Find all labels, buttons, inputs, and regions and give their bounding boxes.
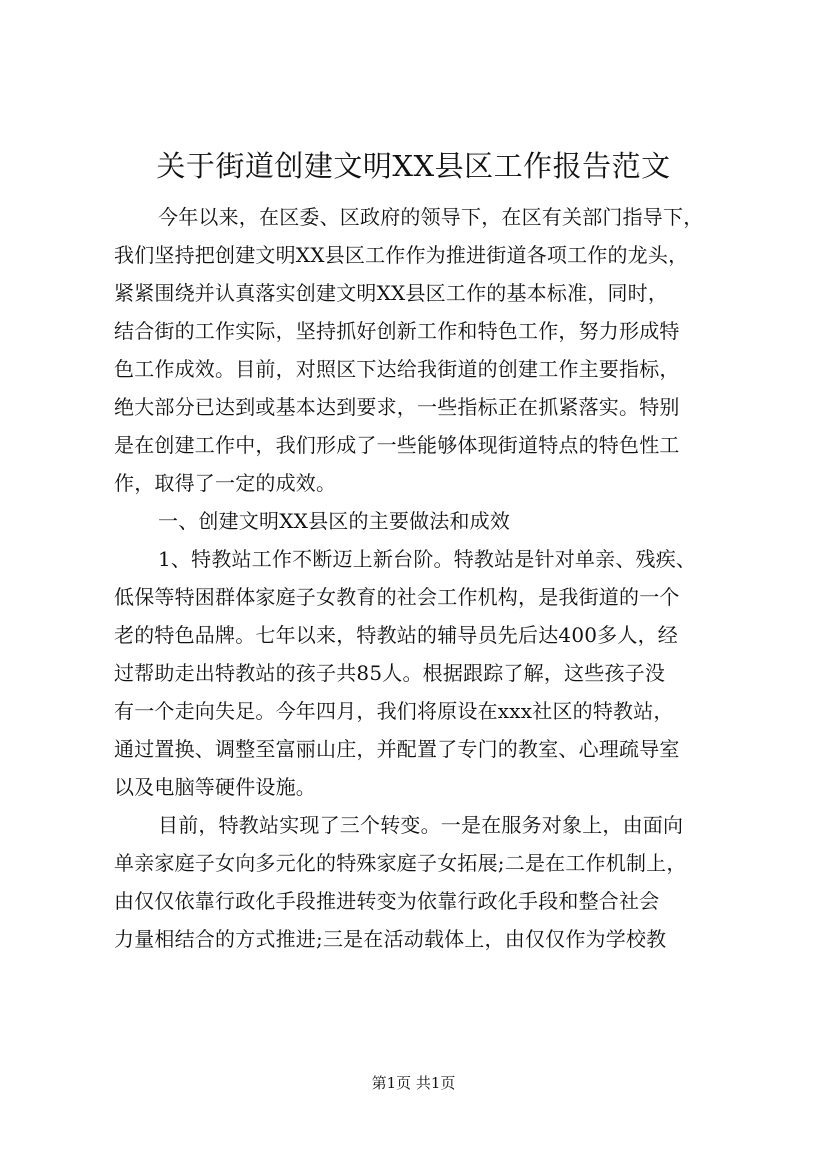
document-title: 关于街道创建文明XX县区工作报告范文: [156, 149, 671, 183]
paragraph-line: 力量相结合的方式推进;三是在活动载体上，由仅仅作为学校教: [114, 927, 667, 951]
paragraph-line: 是在创建工作中，我们形成了一些能够体现街道特点的特色性工: [114, 433, 680, 457]
document-body: [114, 198, 714, 958]
page-footer: 第1页 共1页: [371, 1074, 456, 1092]
paragraph-line: 低保等特困群体家庭子女教育的社会工作机构，是我街道的一个: [114, 585, 680, 609]
paragraph-line: 由仅仅依靠行政化手段推进转变为依靠行政化手段和整合社会: [114, 889, 660, 913]
paragraph-line: 作，取得了一定的成效。: [114, 471, 337, 495]
paragraph-line: 我们坚持把创建文明XX县区工作作为推进街道各项工作的龙头，: [114, 243, 689, 267]
paragraph-line: 1、特教站工作不断迈上新台阶。特教站是针对单亲、残疾、: [158, 547, 697, 571]
paragraph-line: 结合街的工作实际，坚持抓好创新工作和特色工作，努力形成特: [114, 319, 680, 343]
paragraph-line: 绝大部分已达到或基本达到要求，一些指标正在抓紧落实。特别: [114, 395, 680, 419]
paragraph-line: 目前，特教站实现了三个转变。一是在服务对象上，由面向: [158, 813, 684, 837]
paragraph-line: 以及电脑等硬件设施。: [114, 775, 316, 799]
paragraph-line: 色工作成效。目前，对照区下达给我街道的创建工作主要指标，: [114, 357, 680, 381]
paragraph-line: 今年以来，在区委、区政府的领导下，在区有关部门指导下，: [158, 205, 704, 229]
paragraph-line: 紧紧围绕并认真落实创建文明XX县区工作的基本标准，同时，: [114, 281, 669, 305]
paragraph-line: 老的特色品牌。七年以来，特教站的辅导员先后达400多人，经: [114, 623, 678, 647]
paragraph-line: 过帮助走出特教站的孩子共85人。根据跟踪了解，这些孩子没: [114, 661, 666, 685]
paragraph-line: 有一个走向失足。今年四月，我们将原设在xxx社区的特教站，: [114, 699, 674, 723]
paragraph-line: 通过置换、调整至富丽山庄，并配置了专门的教室、心理疏导室: [114, 737, 680, 761]
section-heading: 一、创建文明XX县区的主要做法和成效: [158, 509, 511, 533]
paragraph-line: 单亲家庭子女向多元化的特殊家庭子女拓展;二是在工作机制上，: [114, 851, 687, 875]
